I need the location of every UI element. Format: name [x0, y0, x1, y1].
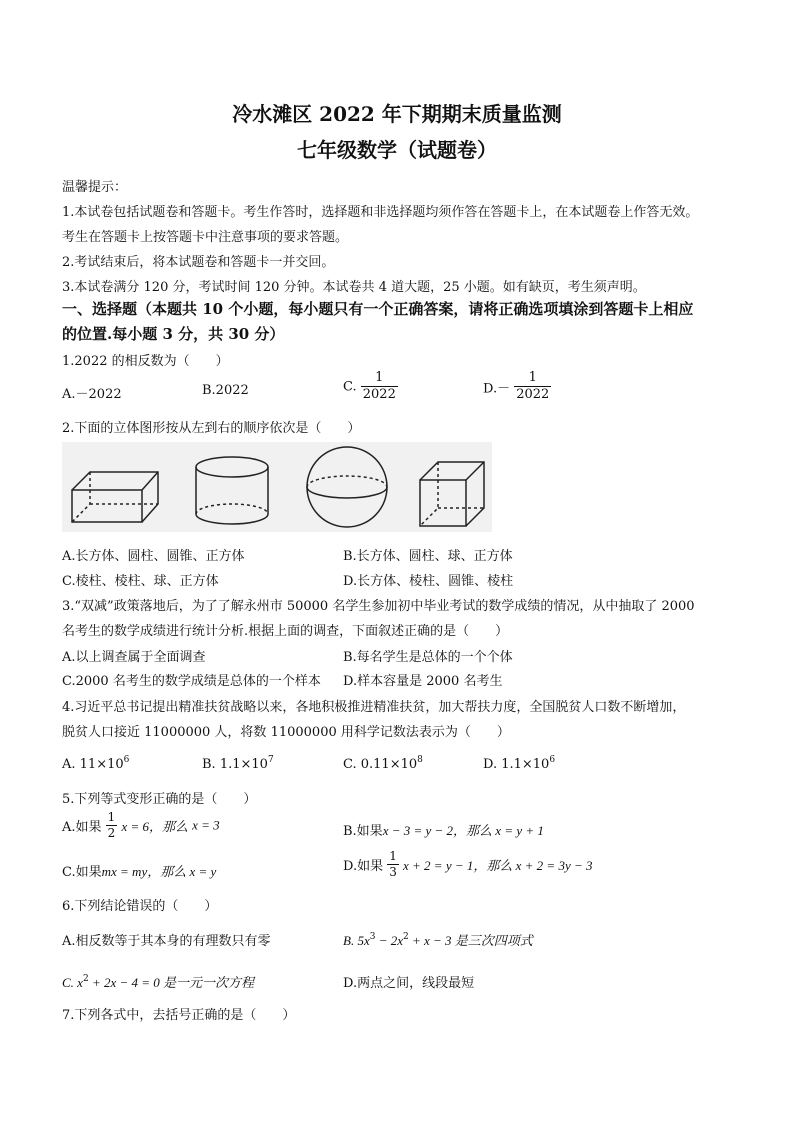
- q5-option-d-expression: x + 2 = y − 1，那么 x + 2 = 3y − 3: [403, 858, 593, 874]
- q4-option-a: [62, 755, 129, 772]
- notes-line-2: 考生在答题卡上按答题卡中注意事项的要求答题。: [62, 230, 349, 245]
- fraction-denominator: 2022: [516, 387, 550, 403]
- fraction-denominator: 2022: [362, 387, 396, 403]
- q2-option-b: B.长方体、圆柱、球、正方体: [343, 549, 513, 564]
- q2-option-c: C.棱柱、棱柱、球、正方体: [62, 574, 219, 589]
- q6-option-b-term-3: + x − 3 是三次四项式: [408, 933, 533, 948]
- q2-option-a: A.长方体、圆柱、圆锥、正方体: [62, 549, 245, 564]
- solid-figures-image: [62, 442, 492, 532]
- fraction-numerator: 1: [514, 371, 551, 387]
- q1-option-b: B.2022: [202, 383, 249, 398]
- q6-option-a: A.相反数等于其本身的有理数只有零: [62, 934, 271, 949]
- q5-option-b-expression: x − 3 = y − 2，那么 x = y + 1: [382, 823, 544, 838]
- q5-option-a-fraction: [106, 811, 118, 840]
- q4-option-d-exponent: 6: [549, 755, 556, 765]
- section-heading-line-2: 的位置.每小题 3 分，共 30 分）: [62, 325, 285, 343]
- q4-option-a-exponent: 6: [123, 755, 130, 765]
- q5-option-c-prefix: C.如果: [62, 865, 102, 880]
- q5-option-b: [343, 820, 544, 839]
- q5-option-d: [343, 850, 592, 879]
- q6-option-b-term-1: B. 5x: [343, 933, 370, 948]
- q6-option-b-exponent-1: 3: [369, 932, 376, 942]
- q5-option-c: [62, 861, 216, 880]
- q7-stem: 7.下列各式中，去括号正确的是（ ）: [62, 1008, 296, 1023]
- q5-option-a: [62, 811, 220, 840]
- q3-option-a: A.以上调查属于全面调查: [62, 650, 206, 665]
- q4-option-d: [483, 755, 555, 772]
- q5-option-d-prefix: D.如果: [343, 859, 384, 875]
- q5-option-a-prefix: A.如果: [62, 820, 102, 836]
- q4-option-a-base: A. 11×10: [62, 757, 124, 772]
- page-subtitle: 七年级数学（试题卷）: [297, 138, 497, 162]
- q5-option-c-expression: mx = my，那么 x = y: [101, 864, 217, 879]
- q3-option-d: D.样本容量是 2000 名考生: [343, 674, 503, 689]
- section-heading-line-1: 一、选择题（本题共 10 个小题，每小题只有一个正确答案，请将正确选项填涂到答题卡上相应: [62, 300, 694, 318]
- q4-option-c: [343, 755, 423, 772]
- q6-option-c-term-1: C. x: [62, 975, 83, 990]
- q6-stem: 6.下列结论错误的（ ）: [62, 899, 218, 914]
- q5-option-a-end: x = 3: [192, 817, 220, 833]
- q2-option-d: D.长方体、棱柱、圆锥、棱柱: [343, 574, 514, 589]
- q6-option-b: [343, 930, 533, 949]
- q1-option-c-prefix: C.: [343, 379, 357, 395]
- q4-option-c-exponent: 8: [417, 755, 423, 765]
- q1-option-d-prefix: D.－: [483, 381, 511, 397]
- page-title: 冷水滩区 2022 年下期期末质量监测: [232, 102, 562, 126]
- q6-option-b-term-2: − 2x: [375, 933, 403, 948]
- q4-option-b-exponent: 7: [267, 755, 274, 765]
- fraction-numerator: 1: [387, 850, 399, 865]
- q1-option-a: A.－2022: [62, 387, 122, 402]
- fraction-numerator: 1: [106, 811, 118, 826]
- q6-option-c: [62, 972, 254, 991]
- q5-option-a-middle: x = 6，那么: [121, 819, 188, 835]
- q3-option-c: C.2000 名考生的数学成绩是总体的一个样本: [62, 674, 321, 689]
- q1-option-d: [483, 371, 551, 403]
- notes-line-4: 3.本试卷满分 120 分，考试时间 120 分钟。本试卷共 4 道大题，25 小题。如有缺页，考生须声明。: [62, 280, 646, 295]
- notes-heading: 温馨提示：: [62, 180, 128, 195]
- q1-option-d-fraction: [514, 371, 551, 403]
- q6-option-c-term-2: + 2x − 4 = 0 是一元一次方程: [88, 975, 255, 990]
- q4-option-b: [202, 755, 274, 772]
- notes-line-1: 1.本试卷包括试题卷和答题卡。考生作答时，选择题和非选择题均须作答在答题卡上，在本试题卷上作答无效。: [62, 205, 699, 220]
- q3-stem-line-2: 名考生的数学成绩进行统计分析.根据上面的调查，下面叙述正确的是（ ）: [62, 624, 509, 639]
- q6-option-d: D.两点之间，线段最短: [343, 976, 475, 991]
- q3-stem-line-1: 3.“双减”政策落地后，为了了解永州市 50000 名学生参加初中毕业考试的数学成绩的情况，从中抽取了 2000: [62, 599, 695, 614]
- q4-stem-line-2: 脱贫人口接近 11000000 人，将数 11000000 用科学记数法表示为（ ）: [62, 725, 510, 740]
- q3-option-b: B.每名学生是总体的一个个体: [343, 650, 513, 665]
- q4-stem-line-1: 4.习近平总书记提出精准扶贫战略以来，各地积极推进精准扶贫，加大帮扶力度，全国脱贫人口数不断增加，: [62, 700, 686, 715]
- q5-option-b-prefix: B.如果: [343, 824, 383, 839]
- fraction-numerator: 1: [361, 371, 398, 387]
- q4-option-d-base: D. 1.1×10: [483, 757, 550, 772]
- fraction-denominator: 3: [389, 865, 397, 880]
- q4-option-c-base: C. 0.11×10: [343, 757, 418, 772]
- notes-line-3: 2.考试结束后，将本试题卷和答题卡一并交回。: [62, 255, 335, 270]
- q1-stem: 1.2022 的相反数为（ ）: [62, 354, 229, 369]
- q5-stem: 5.下列等式变形正确的是（ ）: [62, 792, 257, 807]
- q5-option-d-fraction: [387, 850, 399, 879]
- q1-option-c-fraction: [361, 371, 398, 403]
- q1-option-c: [343, 371, 398, 403]
- q6-option-b-exponent-2: 2: [403, 932, 409, 942]
- q2-stem: 2.下面的立体图形按从左到右的顺序依次是（ ）: [62, 421, 361, 436]
- q4-option-b-base: B. 1.1×10: [202, 757, 268, 772]
- q6-option-c-exponent: 2: [82, 974, 89, 984]
- fraction-denominator: 2: [107, 826, 116, 841]
